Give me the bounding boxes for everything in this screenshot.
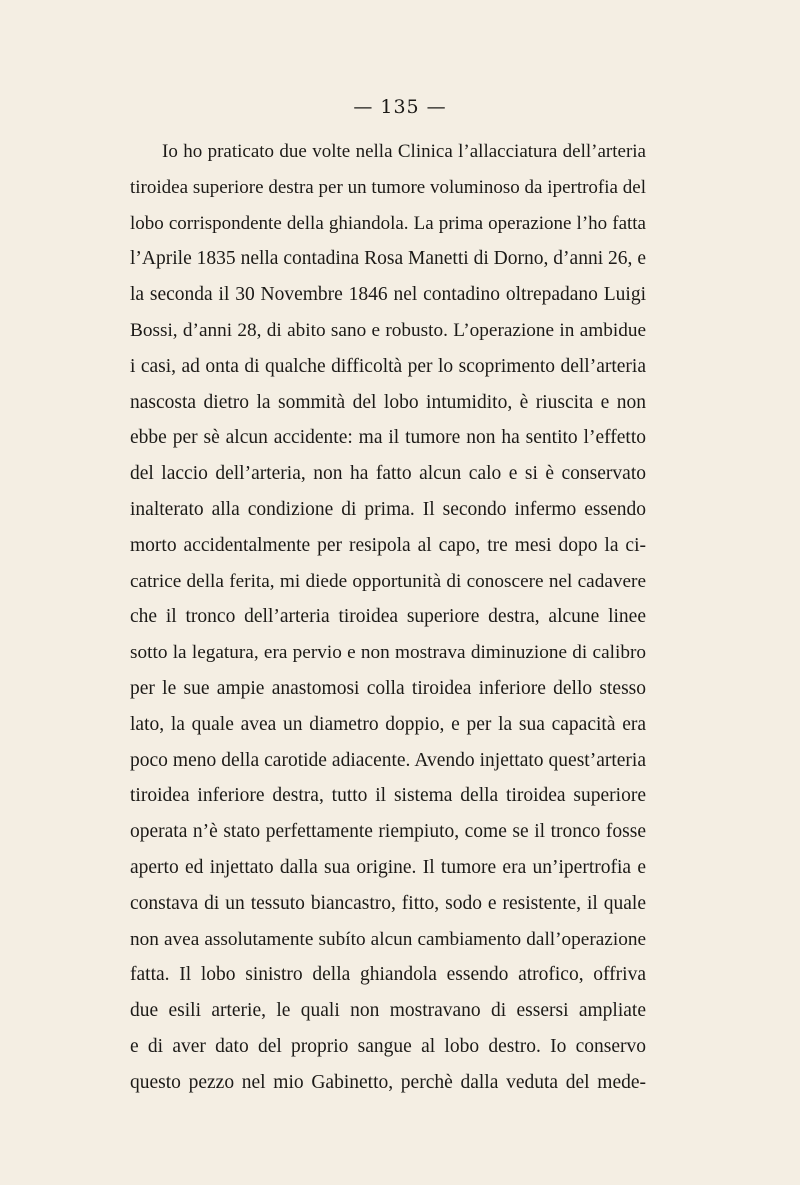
text-line: tiroidea superiore destra per un tumore voluminoso da ipertrofia del [130, 176, 646, 198]
text-line: due esili arterie, le quali non mostravano di essersi ampliate [130, 1000, 646, 1022]
text-line: l’Aprile 1835 nella contadina Rosa Manetti di Dorno, d’anni 26, e [130, 248, 646, 270]
text-line: ebbe per sè alcun accidente: ma il tumore non ha sentito l’effetto [130, 427, 646, 449]
text-line: poco meno della carotide adiacente. Avendo injettato quest’arteria [130, 749, 646, 771]
text-line: fatta. Il lobo sinistro della ghiandola essendo atrofico, offriva [130, 964, 646, 986]
text-line: per le sue ampie anastomosi colla tiroidea inferiore dello stesso [130, 677, 646, 699]
text-line: nascosta dietro la sommità del lobo intumidito, è riuscita e non [130, 391, 646, 413]
text-line: aperto ed injettato dalla sua origine. Il tumore era un’ipertrofia e [130, 856, 646, 878]
text-line: inalterato alla condizione di prima. Il secondo infermo essendo [130, 498, 646, 520]
text-line: lato, la quale avea un diametro doppio, e per la sua capacità era [130, 713, 646, 735]
text-line: che il tronco dell’arteria tiroidea superiore destra, alcune linee [130, 606, 646, 628]
text-line: sotto la legatura, era pervio e non mostrava diminuzione di calibro [130, 642, 646, 664]
body-paragraph [130, 134, 646, 1101]
text-line: non avea assolutamente subíto alcun cambiamento dall’operazione [130, 928, 646, 950]
text-line: morto accidentalmente per resipola al capo, tre mesi dopo la ci- [130, 534, 646, 556]
text-line: i casi, ad onta di qualche difficoltà per lo scoprimento dell’arteria [130, 355, 646, 377]
text-line: del laccio dell’arteria, non ha fatto alcun calo e si è conservato [130, 463, 646, 485]
text-line: tiroidea inferiore destra, tutto il sistema della tiroidea superiore [130, 785, 646, 807]
text-line: constava di un tessuto biancastro, fitto, sodo e resistente, il quale [130, 892, 646, 914]
text-line: lobo corrispondente della ghiandola. La prima operazione l’ho fatta [130, 212, 646, 234]
text-line: questo pezzo nel mio Gabinetto, perchè dalla veduta del mede- [130, 1071, 646, 1093]
text-line: e di aver dato del proprio sangue al lobo destro. Io conservo [130, 1035, 646, 1057]
text-line: operata n’è stato perfettamente riempiuto, come se il tronco fosse [130, 821, 646, 843]
text-line: la seconda il 30 Novembre 1846 nel contadino oltrepadano Luigi [130, 284, 646, 306]
text-line: catrice della ferita, mi diede opportunità di conoscere nel cadavere [130, 570, 646, 592]
text-line: Io ho praticato due volte nella Clinica l’allacciatura dell’arteria [162, 141, 646, 162]
page-number: — 135 — [353, 96, 447, 118]
text-line: Bossi, d’anni 28, di abito sano e robusto. L’operazione in ambidue [130, 319, 646, 341]
